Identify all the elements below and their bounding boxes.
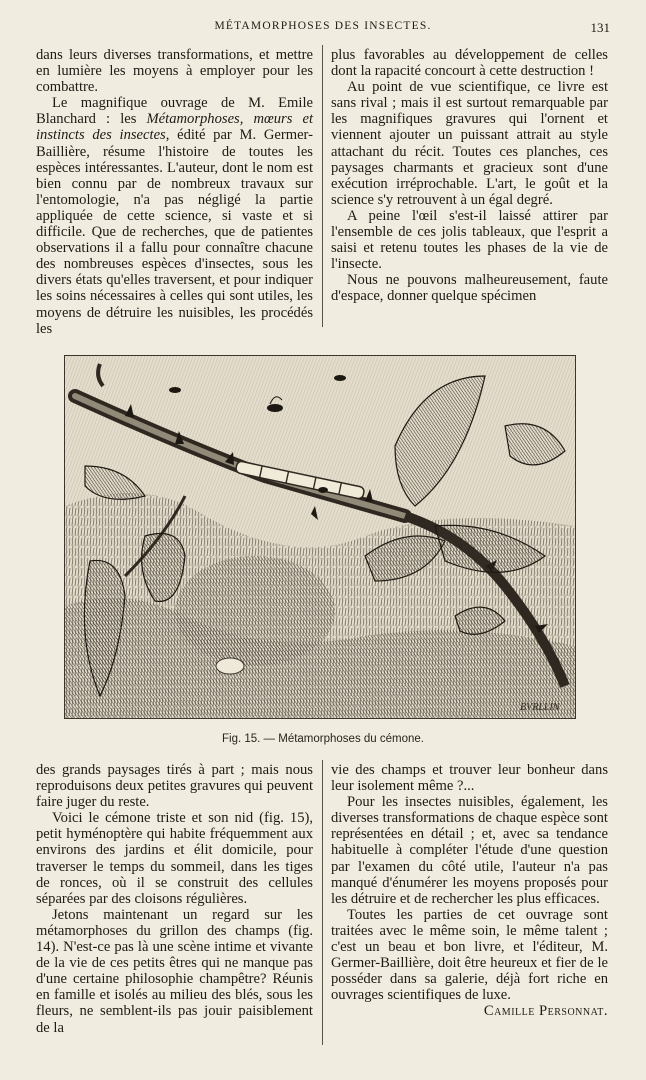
book-title: Métamorphoses, mœurs et instincts des insectes, — [36, 111, 314, 144]
paragraph: Voici le cémone triste et son nid (fig. 15), petit hyménoptère qui habite fréquemment aux environs des jardins et élit domicile, pour traverser le temps du sommeil, dans les tiges de ronces, où il se construit des cellules séparées par des cloisons régulières. — [36, 810, 313, 907]
paragraph: Jetons maintenant un regard sur les métamorphoses du grillon des champs (fig. 14). N'est-ce pas là une scène intime et vivante de la vie de ces petits êtres qui ne manque pas d'une certaine philosophie champêtre? Réunis en famille et isolés au milieu des blés, sous les fleurs, ne semblent-ils pas jouir paisiblement de la — [36, 906, 313, 1036]
page-number: 131 — [590, 20, 610, 35]
column-3 — [36, 762, 313, 1036]
column-4 — [331, 762, 608, 1020]
running-title: MÉTAMORPHOSES DES INSECTES. — [214, 20, 432, 32]
column-1 — [36, 47, 313, 337]
text-run: Le magnifique ouvrage de M. Emile Blanchard : les — [36, 95, 313, 128]
paragraph: A peine l'œil s'est-il laissé attirer par l'ensemble de ces jolis tableaux, que l'esprit a saisi et retenu toutes les phases de la vie de l'insecte. — [331, 207, 608, 273]
paragraph: Nous ne pouvons malheureusement, faute d'espace, donner quelque spécimen — [331, 272, 608, 305]
paragraph: Toutes les parties de cet ouvrage sont traitées avec le même soin, le même talent ; c'est un beau et bon livre, et l'éditeur, M. Germer-Baillière, doit être heureux et fier de le posséder dans sa galerie, déjà fort riche en ouvrages scientifiques de luxe. Camille Personnat. — [331, 906, 608, 1020]
author-signature: Camille Personnat. — [483, 1003, 608, 1020]
column-rule-bottom — [322, 760, 323, 1045]
moss-mound — [175, 556, 335, 666]
pebble — [216, 658, 244, 674]
paragraph: dans leurs diverses transformations, et mettre en lumière les moyens à employer pour les combattre. — [36, 47, 313, 96]
paragraph: Pour les insectes nuisibles, également, les diverses transformations de chaque espèce sont représentées en détail ; et, avec sa tendance habituelle à compléter l'étude d'une question par l'examen du côté utile, l'auteur n'a pas manqué d'énumérer les moyens proposés pour les détruire et de rechercher les plus efficaces. — [331, 794, 608, 907]
column-2 — [331, 47, 608, 305]
paragraph: plus favorables au développement de celles dont la rapacité concourt à cette destruction ! — [331, 47, 608, 80]
text-run: édité par M. Germer-Baillière, résume l'histoire de toutes les espèces intéressantes. L'auteur, dont le nom est bien connu par de nombreux travaux sur l'entomologie, n'a pas négligé la partie appliquée de cette science, si vaste et si difficile. Que de recherches, que de patientes observations il a fallu pour connaître chacune des nombreuses espèces d'insectes, sous les divers états qu'elles traversent, et pour indiquer les soins nécessaires à celles qui sont utiles, les moyens de détruire les nuisibles, les procédés les — [36, 127, 313, 337]
running-header — [36, 20, 610, 40]
engraving-illustration — [65, 356, 575, 718]
column-rule-top — [322, 45, 323, 327]
paragraph: Au point de vue scientifique, ce livre est sans rival ; mais il est surtout remarquable par les magnifiques gravures qui l'ornent et viennent ajouter un puissant attrait au style attachant du récit. Toutes ces planches, ces paysages charmants et gracieux sont d'une exécution irréprochable. L'art, le goût et la science s'y retrouvent à un égal degré. — [331, 79, 608, 208]
figure-caption: Fig. 15. — Métamorphoses du cémone. — [222, 733, 424, 745]
engraver-signature: BVRLLIN — [520, 702, 560, 713]
paragraph — [36, 95, 313, 336]
engraving-figure — [64, 355, 576, 719]
paragraph: vie des champs et trouver leur bonheur dans leur isolement même ?... — [331, 762, 608, 795]
paragraph: des grands paysages tirés à part ; mais nous reproduisons deux petites gravures qui peuvent faire juger du reste. — [36, 762, 313, 811]
